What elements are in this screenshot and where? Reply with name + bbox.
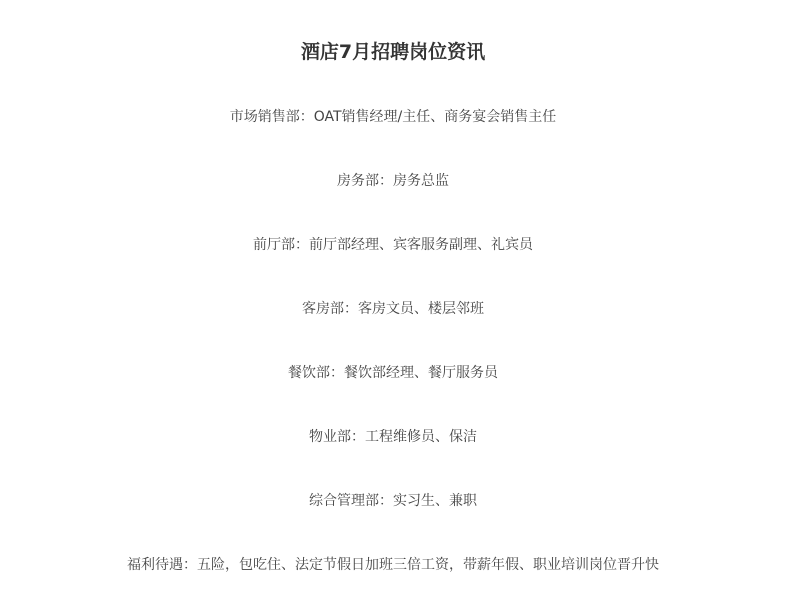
dept-marketing-sales: 市场销售部：OAT销售经理/主任、商务宴会销售主任 — [229, 109, 557, 125]
dept-housekeeping: 客房部：客房文员、楼层邻班 — [302, 301, 484, 317]
benefits-line: 福利待遇：五险，包吃住、法定节假日加班三倍工资，带薪年假、职业培训岗位晋升快 — [127, 557, 659, 573]
dept-rooms-division: 房务部：房务总监 — [337, 173, 449, 189]
dept-property: 物业部：工程维修员、保洁 — [309, 429, 477, 445]
dept-general-admin: 综合管理部：实习生、兼职 — [309, 493, 477, 509]
dept-front-office: 前厅部：前厅部经理、宾客服务副理、礼宾员 — [253, 237, 533, 253]
dept-food-beverage: 餐饮部：餐饮部经理、餐厅服务员 — [288, 365, 498, 381]
page-title: 酒店7月招聘岗位资讯 — [300, 41, 486, 63]
